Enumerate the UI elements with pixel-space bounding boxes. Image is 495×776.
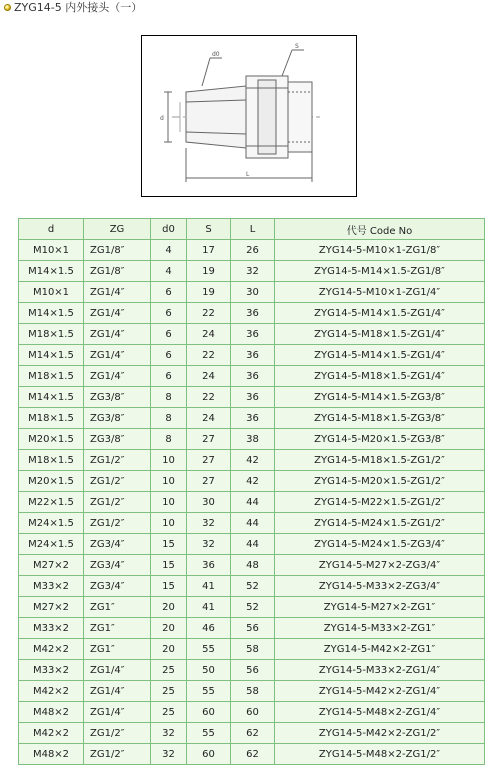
cell-d: M33×2: [19, 660, 84, 681]
cell-zg: ZG1/4″: [84, 282, 151, 303]
cell-d0: 15: [151, 534, 187, 555]
cell-s: 60: [187, 702, 231, 723]
cell-s: 22: [187, 387, 231, 408]
cell-l: 44: [231, 492, 275, 513]
table-row: [19, 345, 485, 366]
cell-d: M18×1.5: [19, 408, 84, 429]
cell-code: ZYG14-5-M42×2-ZG1/2″: [275, 723, 485, 744]
header-l: L: [231, 219, 275, 240]
cell-d: M24×1.5: [19, 534, 84, 555]
cell-d: M18×1.5: [19, 324, 84, 345]
cell-zg: ZG1″: [84, 639, 151, 660]
cell-d0: 10: [151, 492, 187, 513]
cell-d0: 32: [151, 744, 187, 765]
cell-code: ZYG14-5-M18×1.5-ZG3/8″: [275, 408, 485, 429]
cell-zg: ZG1/2″: [84, 492, 151, 513]
cell-zg: ZG1/8″: [84, 240, 151, 261]
cell-s: 19: [187, 282, 231, 303]
cell-d: M18×1.5: [19, 366, 84, 387]
cell-zg: ZG1/4″: [84, 303, 151, 324]
cell-l: 56: [231, 618, 275, 639]
cell-l: 62: [231, 744, 275, 765]
header-s: S: [187, 219, 231, 240]
cell-code: ZYG14-5-M27×2-ZG3/4″: [275, 555, 485, 576]
bullet-icon: [4, 4, 11, 11]
cell-code: ZYG14-5-M42×2-ZG1/4″: [275, 681, 485, 702]
cell-l: 36: [231, 345, 275, 366]
cell-l: 32: [231, 261, 275, 282]
cell-s: 55: [187, 723, 231, 744]
cell-l: 36: [231, 408, 275, 429]
table-row: [19, 555, 485, 576]
cell-l: 56: [231, 660, 275, 681]
cell-d0: 25: [151, 702, 187, 723]
cell-zg: ZG1/2″: [84, 723, 151, 744]
cell-s: 50: [187, 660, 231, 681]
table-row: [19, 513, 485, 534]
cell-d: M48×2: [19, 744, 84, 765]
cell-zg: ZG1/4″: [84, 345, 151, 366]
cell-zg: ZG1/4″: [84, 681, 151, 702]
table-row: [19, 639, 485, 660]
cell-code: ZYG14-5-M14×1.5-ZG1/4″: [275, 303, 485, 324]
cell-l: 36: [231, 324, 275, 345]
cell-l: 52: [231, 576, 275, 597]
cell-l: 60: [231, 702, 275, 723]
cell-code: ZYG14-5-M10×1-ZG1/4″: [275, 282, 485, 303]
cell-zg: ZG3/8″: [84, 387, 151, 408]
cell-d: M33×2: [19, 576, 84, 597]
cell-code: ZYG14-5-M33×2-ZG1″: [275, 618, 485, 639]
cell-code: ZYG14-5-M22×1.5-ZG1/2″: [275, 492, 485, 513]
cell-code: ZYG14-5-M14×1.5-ZG1/8″: [275, 261, 485, 282]
cell-d0: 4: [151, 261, 187, 282]
table-row: [19, 261, 485, 282]
header-d0: d0: [151, 219, 187, 240]
cell-d0: 20: [151, 597, 187, 618]
cell-code: ZYG14-5-M18×1.5-ZG1/4″: [275, 366, 485, 387]
cell-s: 24: [187, 408, 231, 429]
cell-d0: 25: [151, 660, 187, 681]
cell-l: 44: [231, 513, 275, 534]
table-row: [19, 597, 485, 618]
cell-d0: 8: [151, 429, 187, 450]
cell-l: 26: [231, 240, 275, 261]
cell-code: ZYG14-5-M27×2-ZG1″: [275, 597, 485, 618]
cell-d0: 6: [151, 303, 187, 324]
cell-d: M22×1.5: [19, 492, 84, 513]
cell-zg: ZG1/2″: [84, 744, 151, 765]
cell-d0: 10: [151, 471, 187, 492]
drawing-label-d: d: [160, 115, 164, 122]
cell-d: M20×1.5: [19, 429, 84, 450]
table-row: [19, 450, 485, 471]
cell-d: M48×2: [19, 702, 84, 723]
cell-d0: 8: [151, 387, 187, 408]
cell-zg: ZG3/4″: [84, 534, 151, 555]
drawing-label-s: S: [295, 43, 299, 50]
cell-l: 44: [231, 534, 275, 555]
cell-d: M42×2: [19, 681, 84, 702]
cell-code: ZYG14-5-M20×1.5-ZG1/2″: [275, 471, 485, 492]
table-row: [19, 702, 485, 723]
cell-s: 22: [187, 345, 231, 366]
cell-d0: 6: [151, 345, 187, 366]
page-title-row: [4, 0, 142, 14]
cell-d0: 15: [151, 555, 187, 576]
cell-s: 46: [187, 618, 231, 639]
cell-l: 48: [231, 555, 275, 576]
cell-d: M10×1: [19, 282, 84, 303]
cell-code: ZYG14-5-M20×1.5-ZG3/8″: [275, 429, 485, 450]
cell-d: M20×1.5: [19, 471, 84, 492]
cell-l: 42: [231, 471, 275, 492]
cell-s: 32: [187, 534, 231, 555]
cell-zg: ZG1/4″: [84, 366, 151, 387]
table-row: [19, 303, 485, 324]
cell-s: 22: [187, 303, 231, 324]
fitting-drawing-svg: [142, 36, 356, 196]
cell-s: 41: [187, 597, 231, 618]
cell-d0: 6: [151, 324, 187, 345]
cell-d: M14×1.5: [19, 303, 84, 324]
cell-d: M27×2: [19, 597, 84, 618]
cell-d0: 20: [151, 639, 187, 660]
cell-l: 42: [231, 450, 275, 471]
cell-s: 55: [187, 639, 231, 660]
cell-zg: ZG3/8″: [84, 408, 151, 429]
cell-d0: 4: [151, 240, 187, 261]
cell-zg: ZG3/8″: [84, 429, 151, 450]
cell-l: 58: [231, 639, 275, 660]
cell-d0: 32: [151, 723, 187, 744]
cell-d: M14×1.5: [19, 345, 84, 366]
cell-s: 36: [187, 555, 231, 576]
drawing-label-l: L: [246, 171, 250, 178]
cell-code: ZYG14-5-M48×2-ZG1/2″: [275, 744, 485, 765]
cell-d: M24×1.5: [19, 513, 84, 534]
cell-zg: ZG1/4″: [84, 702, 151, 723]
cell-code: ZYG14-5-M10×1-ZG1/8″: [275, 240, 485, 261]
table-row: [19, 618, 485, 639]
cell-d: M42×2: [19, 639, 84, 660]
cell-zg: ZG1″: [84, 597, 151, 618]
cell-d: M18×1.5: [19, 450, 84, 471]
table-row: [19, 576, 485, 597]
table-header-row: [19, 219, 485, 240]
table-row: [19, 744, 485, 765]
table-row: [19, 471, 485, 492]
cell-l: 36: [231, 366, 275, 387]
cell-code: ZYG14-5-M24×1.5-ZG3/4″: [275, 534, 485, 555]
cell-code: ZYG14-5-M18×1.5-ZG1/4″: [275, 324, 485, 345]
table-row: [19, 366, 485, 387]
cell-s: 60: [187, 744, 231, 765]
cell-zg: ZG1/2″: [84, 450, 151, 471]
cell-code: ZYG14-5-M48×2-ZG1/4″: [275, 702, 485, 723]
cell-l: 30: [231, 282, 275, 303]
cell-zg: ZG1/8″: [84, 261, 151, 282]
table-row: [19, 240, 485, 261]
cell-code: ZYG14-5-M14×1.5-ZG1/4″: [275, 345, 485, 366]
cell-d: M42×2: [19, 723, 84, 744]
cell-zg: ZG3/4″: [84, 555, 151, 576]
cell-d: M27×2: [19, 555, 84, 576]
spec-table: [18, 218, 485, 765]
cell-d0: 8: [151, 408, 187, 429]
cell-code: ZYG14-5-M24×1.5-ZG1/2″: [275, 513, 485, 534]
cell-d0: 25: [151, 681, 187, 702]
cell-d0: 10: [151, 450, 187, 471]
table-row: [19, 387, 485, 408]
cell-zg: ZG3/4″: [84, 576, 151, 597]
header-code: 代号 Code No: [275, 219, 485, 240]
table-row: [19, 408, 485, 429]
cell-d: M33×2: [19, 618, 84, 639]
technical-drawing: [141, 35, 357, 197]
cell-d0: 20: [151, 618, 187, 639]
cell-s: 55: [187, 681, 231, 702]
cell-zg: ZG1″: [84, 618, 151, 639]
cell-l: 38: [231, 429, 275, 450]
page-title: ZYG14-5 内外接头（一）: [14, 1, 143, 14]
cell-s: 17: [187, 240, 231, 261]
table-row: [19, 282, 485, 303]
cell-s: 24: [187, 324, 231, 345]
cell-code: ZYG14-5-M18×1.5-ZG1/2″: [275, 450, 485, 471]
cell-zg: ZG1/2″: [84, 513, 151, 534]
cell-code: ZYG14-5-M33×2-ZG1/4″: [275, 660, 485, 681]
cell-s: 27: [187, 450, 231, 471]
cell-code: ZYG14-5-M42×2-ZG1″: [275, 639, 485, 660]
cell-s: 41: [187, 576, 231, 597]
header-d: d: [19, 219, 84, 240]
cell-d: M14×1.5: [19, 387, 84, 408]
cell-d0: 15: [151, 576, 187, 597]
drawing-label-d0: d0: [212, 51, 220, 58]
cell-s: 30: [187, 492, 231, 513]
cell-s: 32: [187, 513, 231, 534]
cell-s: 27: [187, 429, 231, 450]
cell-d: M10×1: [19, 240, 84, 261]
table-row: [19, 492, 485, 513]
cell-d: M14×1.5: [19, 261, 84, 282]
cell-d0: 10: [151, 513, 187, 534]
cell-code: ZYG14-5-M14×1.5-ZG3/8″: [275, 387, 485, 408]
cell-l: 52: [231, 597, 275, 618]
table-row: [19, 723, 485, 744]
cell-s: 24: [187, 366, 231, 387]
spec-table-body: [19, 240, 485, 765]
cell-l: 62: [231, 723, 275, 744]
header-zg: ZG: [84, 219, 151, 240]
table-row: [19, 660, 485, 681]
cell-s: 19: [187, 261, 231, 282]
table-row: [19, 429, 485, 450]
table-row: [19, 681, 485, 702]
cell-zg: ZG1/4″: [84, 660, 151, 681]
cell-l: 58: [231, 681, 275, 702]
table-row: [19, 534, 485, 555]
cell-code: ZYG14-5-M33×2-ZG3/4″: [275, 576, 485, 597]
cell-zg: ZG1/2″: [84, 471, 151, 492]
cell-l: 36: [231, 387, 275, 408]
cell-l: 36: [231, 303, 275, 324]
cell-d0: 6: [151, 366, 187, 387]
cell-zg: ZG1/4″: [84, 324, 151, 345]
table-row: [19, 324, 485, 345]
cell-s: 27: [187, 471, 231, 492]
cell-d0: 6: [151, 282, 187, 303]
